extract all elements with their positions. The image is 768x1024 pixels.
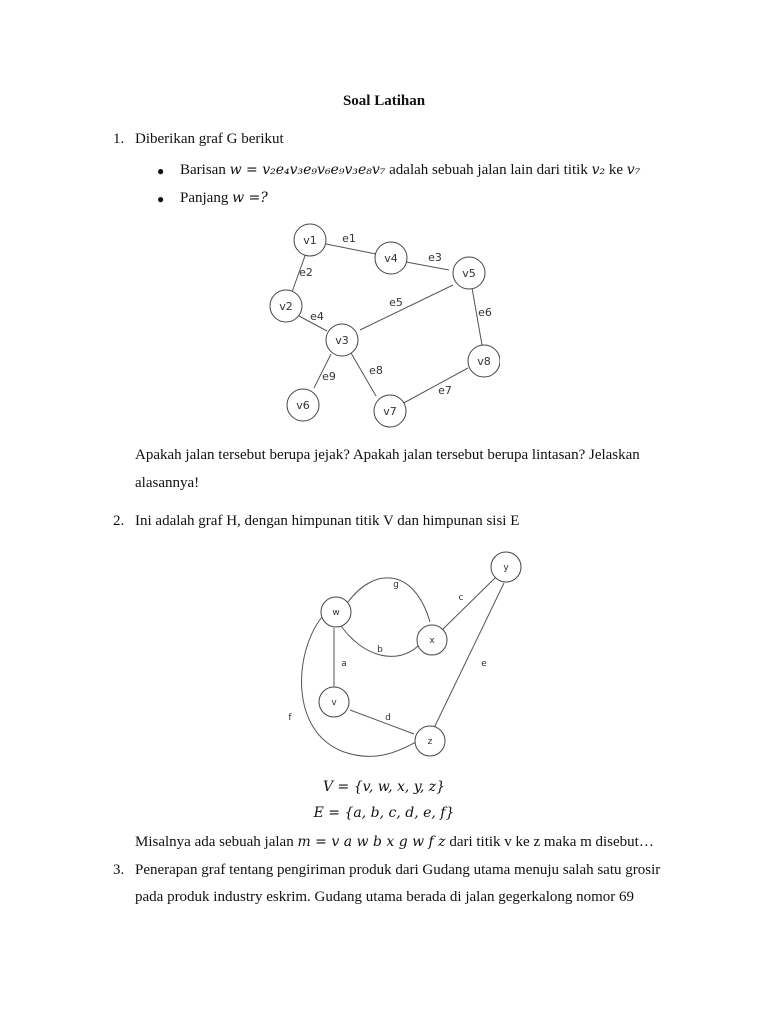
- edge-label: f: [288, 713, 292, 723]
- node-label: z: [427, 737, 433, 747]
- page-title: Soal Latihan: [342, 93, 426, 109]
- edge-label: e7: [438, 384, 452, 397]
- edge-label: b: [377, 645, 383, 655]
- edge-label: e8: [369, 364, 383, 377]
- node-label: v3: [335, 334, 349, 347]
- edge-label: g: [393, 580, 399, 590]
- edge-label: e3: [428, 251, 442, 264]
- q2-walk-text: Misalnya ada sebuah jalan m = v a w b x g w f z dari titik v ke z maka m disebut…: [135, 834, 654, 850]
- edge-label: e5: [389, 296, 403, 309]
- edge-label: d: [385, 713, 391, 723]
- q3-number: 3.: [113, 862, 125, 878]
- edge-label: a: [341, 659, 347, 669]
- edge-label: e1: [342, 232, 356, 245]
- q1-intro: Diberikan graf G berikut: [135, 131, 284, 147]
- q1-bullet-2: Panjang w =?: [180, 190, 268, 206]
- node-label: v8: [477, 355, 491, 368]
- node-label: v6: [296, 399, 310, 412]
- graph-g-figure: [268, 222, 500, 428]
- node-label: y: [503, 563, 509, 573]
- set-e-formula: E = {a, b, c, d, e, f}: [313, 805, 455, 821]
- edge-line-f: [302, 617, 416, 756]
- node-label: v7: [383, 405, 397, 418]
- edge-line-c: [442, 577, 496, 630]
- node-label: w: [332, 608, 340, 618]
- q2-intro: Ini adalah graf H, dengan himpunan titik V dan himpunan sisi E: [135, 513, 520, 529]
- edge-line-e: [434, 583, 504, 728]
- edge-label: e9: [322, 370, 336, 383]
- edge-label: e4: [310, 310, 324, 323]
- node-label: v: [331, 698, 337, 708]
- node-label: x: [429, 636, 435, 646]
- edge-label: e: [481, 659, 487, 669]
- q2-number: 2.: [113, 513, 125, 529]
- edge-label: e6: [478, 306, 492, 319]
- edge-line-e5: [360, 285, 453, 330]
- edge-line-e7: [400, 368, 468, 405]
- bullet-icon: ●: [157, 164, 165, 178]
- q3-line-1: Penerapan graf tentang pengiriman produk dari Gudang utama menuju salah satu grosir: [135, 862, 661, 878]
- node-label: v4: [384, 252, 398, 265]
- edge-line-g: [348, 578, 430, 622]
- q3-line-2: pada produk industry eskrim. Gudang utama berada di jalan gegerkalong nomor 69: [135, 889, 635, 905]
- q1-question-line-1: Apakah jalan tersebut berupa jejak? Apakah jalan tersebut berupa lintasan? Jelaskan: [135, 447, 640, 463]
- edge-line-d: [350, 710, 414, 734]
- q1-bullet-1: Barisan w = v₂e₄v₃e₉v₆e₉v₃e₈v₇ adalah sebuah jalan lain dari titik v₂ ke v₇: [180, 162, 641, 178]
- bullet-icon: ●: [157, 192, 165, 206]
- q1-number: 1.: [113, 131, 125, 147]
- edge-line-e1: [326, 244, 376, 254]
- q1-question-line-2: alasannya!: [135, 475, 200, 491]
- edge-label: c: [458, 593, 464, 603]
- node-label: v5: [462, 267, 476, 280]
- node-label: v1: [303, 234, 317, 247]
- edge-label: e2: [299, 266, 313, 279]
- node-label: v2: [279, 300, 293, 313]
- graph-h-figure: [284, 542, 534, 770]
- set-v-formula: V = {v, w, x, y, z}: [322, 779, 446, 795]
